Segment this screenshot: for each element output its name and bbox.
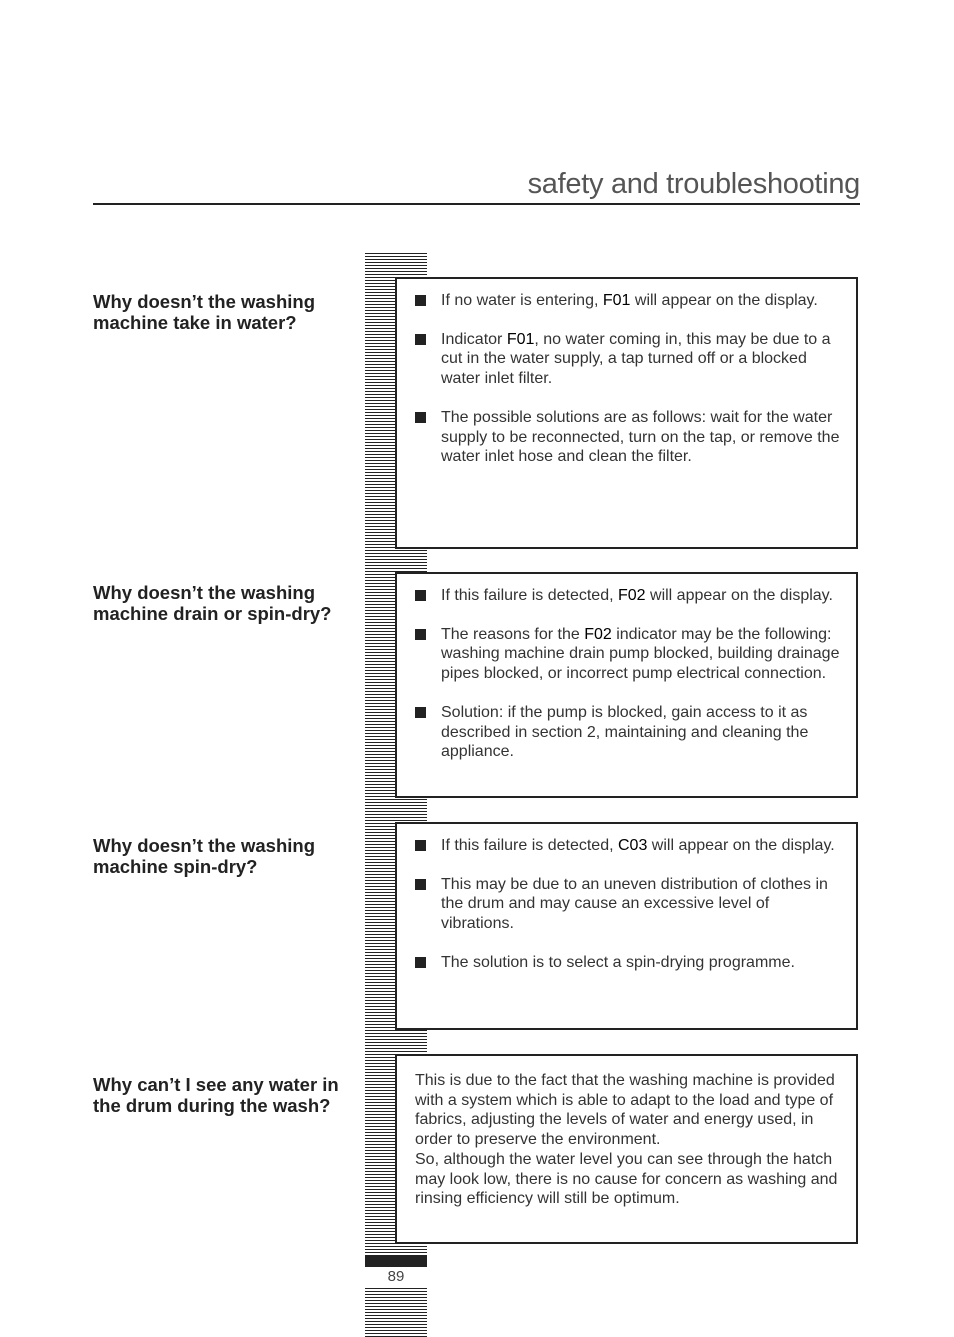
list-item: The reasons for the F02 indicator may be the following: washing machine drain pump blocked, building drainage pipes blocked, or incorrect pump electrical connection. xyxy=(415,625,840,684)
question-no-visible-water: Why can’t I see any water in the drum during the wash? xyxy=(93,1074,339,1116)
answer-box-no-water-intake xyxy=(395,277,858,549)
page-number-bar xyxy=(365,1256,427,1267)
title-divider xyxy=(93,203,860,205)
answer-paragraph: This is due to the fact that the washing machine is provided with a system which is able to adapt to the load and type of fabrics, adjusting the levels of water and energy used, in order to preserve the environment. xyxy=(415,1072,835,1149)
question-no-water-intake: Why doesn’t the washing machine take in water? xyxy=(93,291,316,333)
question-no-spin: Why doesn’t the washing machine spin-dry? xyxy=(93,835,316,877)
question-no-drain: Why doesn’t the washing machine drain or spin-dry? xyxy=(93,582,332,624)
square-bullet-icon xyxy=(415,590,426,601)
answer-box-no-drain xyxy=(395,572,858,798)
list-item: If this failure is detected, C03 will appear on the display. xyxy=(415,836,840,856)
error-code: F01 xyxy=(506,330,535,348)
square-bullet-icon xyxy=(415,879,426,890)
list-item: If no water is entering, F01 will appear on the display. xyxy=(415,291,840,311)
error-code: F01 xyxy=(602,292,631,309)
list-item: Solution: if the pump is blocked, gain access to it as described in section 2, maintaining and cleaning the appliance. xyxy=(415,703,840,762)
answer-box-no-visible-water xyxy=(395,1054,858,1244)
square-bullet-icon xyxy=(415,840,426,851)
list-item: Indicator F01, no water coming in, this may be due to a cut in the water supply, a tap turned off or a blocked water inlet filter. xyxy=(415,330,840,389)
square-bullet-icon xyxy=(415,629,426,640)
square-bullet-icon xyxy=(415,412,426,423)
answer-paragraph: So, although the water level you can see through the hatch may look low, there is no cause for concern as washing and rinsing efficiency will still be optimum. xyxy=(415,1150,838,1208)
error-code: C03 xyxy=(617,837,648,854)
list-item: The possible solutions are as follows: wait for the water supply to be reconnected, turn on the tap, or remove the water inlet hose and clean the filter. xyxy=(415,408,840,467)
square-bullet-icon xyxy=(415,334,426,345)
list-item: If this failure is detected, F02 will appear on the display. xyxy=(415,586,840,606)
answer-box-no-spin xyxy=(395,822,858,1030)
page-number-block xyxy=(365,1256,427,1287)
square-bullet-icon xyxy=(415,957,426,968)
square-bullet-icon xyxy=(415,707,426,718)
list-item: This may be due to an uneven distribution of clothes in the drum and may cause an excessive level of vibrations. xyxy=(415,875,840,934)
error-code: F02 xyxy=(617,587,646,604)
page-title: safety and troubleshooting xyxy=(527,168,860,200)
error-code: F02 xyxy=(584,625,612,643)
square-bullet-icon xyxy=(415,295,426,306)
page-number: 89 xyxy=(387,1268,405,1285)
list-item: The solution is to select a spin-drying programme. xyxy=(415,953,840,973)
